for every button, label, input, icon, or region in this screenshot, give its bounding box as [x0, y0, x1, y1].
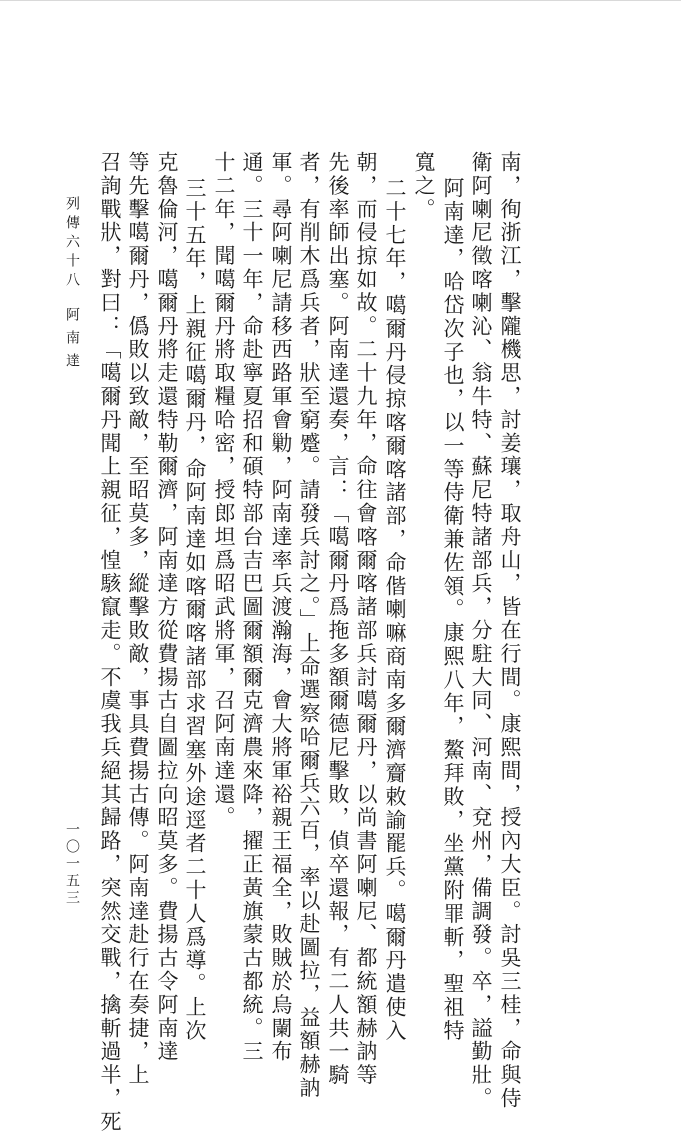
text-column-14: 等先擊噶爾丹，僞敗以致敵，至昭莫多，縱擊敗敵，事具費揚古傳。阿南達赴行在奏捷，上 — [126, 151, 150, 1087]
text-column-11: 十二年，聞噶爾丹將取糧哈密，授郎坦爲昭武將軍，召阿南達還。 — [212, 151, 236, 830]
text-column-12: 三十五年，上親征噶爾丹，命阿南達如喀爾喀諸部求習塞外途逕者二十人爲導。上次 — [183, 177, 207, 1043]
text-column-2: 衛阿喇尼徵喀喇沁、翁牛特、蘇尼特諸部兵，分駐大同、河南、兗州，備調發。卒，謚勤壯。 — [469, 151, 493, 1111]
text-column-13: 克魯倫河，噶爾丹將走還特勒爾濟，阿南達方從費揚古自圖拉向昭莫多。費揚古令阿南達 — [155, 151, 179, 1064]
text-column-9: 軍。尋阿喇尼請移西路軍會勦，阿南達率兵渡瀚海，會大將軍裕親王福全，敗賊於烏闌布 — [269, 151, 293, 1064]
text-column-6: 朝，而侵掠如故。二十九年，命往會喀爾喀諸部兵討噶爾丹，以尚書阿喇尼、都統額赫訥等 — [354, 151, 378, 1087]
text-column-10: 通。三十一年，命赴寧夏招和碩特部台吉巴圖爾額爾克濟農來降，擢正黃旗蒙古都統。三 — [240, 151, 264, 1064]
scan-edge-line — [0, 0, 681, 1]
text-column-4: 寬之。 — [412, 151, 436, 222]
text-column-1: 南，徇浙江，擊隴機思，討姜瓖，取舟山，皆在行間。康熙間，授內大臣。討吳三桂，命與侍 — [498, 151, 522, 1111]
text-column-7: 先後率師出塞。阿南達還奏，言：「噶爾丹爲拖多額爾德尼擊敗，偵卒還報，有二人共一騎 — [326, 151, 350, 1087]
page-number: 一〇一五三 — [64, 822, 80, 907]
text-column-15: 召詢戰狀，對曰：「噶爾丹聞上親征，惶駭竄走。不虞我兵絕其歸路，突然交戰，擒斬過半，死 — [98, 151, 122, 1134]
text-column-8: 者，有削木爲兵者，狀至窮蹙。請發兵討之。」上命選察哈爾兵六百，率以赴圖拉，益額赫訥 — [297, 151, 321, 1100]
text-column-3: 阿南達，哈岱次子也，以一等侍衛兼佐領。康熙八年，鰲拜敗，坐黨附罪斬，聖祖特 — [441, 177, 465, 1043]
biography-name-header: 阿南達 — [64, 307, 80, 376]
text-column-5: 二十七年，噶爾丹侵掠喀爾喀諸部，命偕喇嘛商南多爾濟齎敕諭罷兵。噶爾丹遣使入 — [383, 177, 407, 1043]
chapter-header: 列傳六十八 — [64, 196, 80, 291]
